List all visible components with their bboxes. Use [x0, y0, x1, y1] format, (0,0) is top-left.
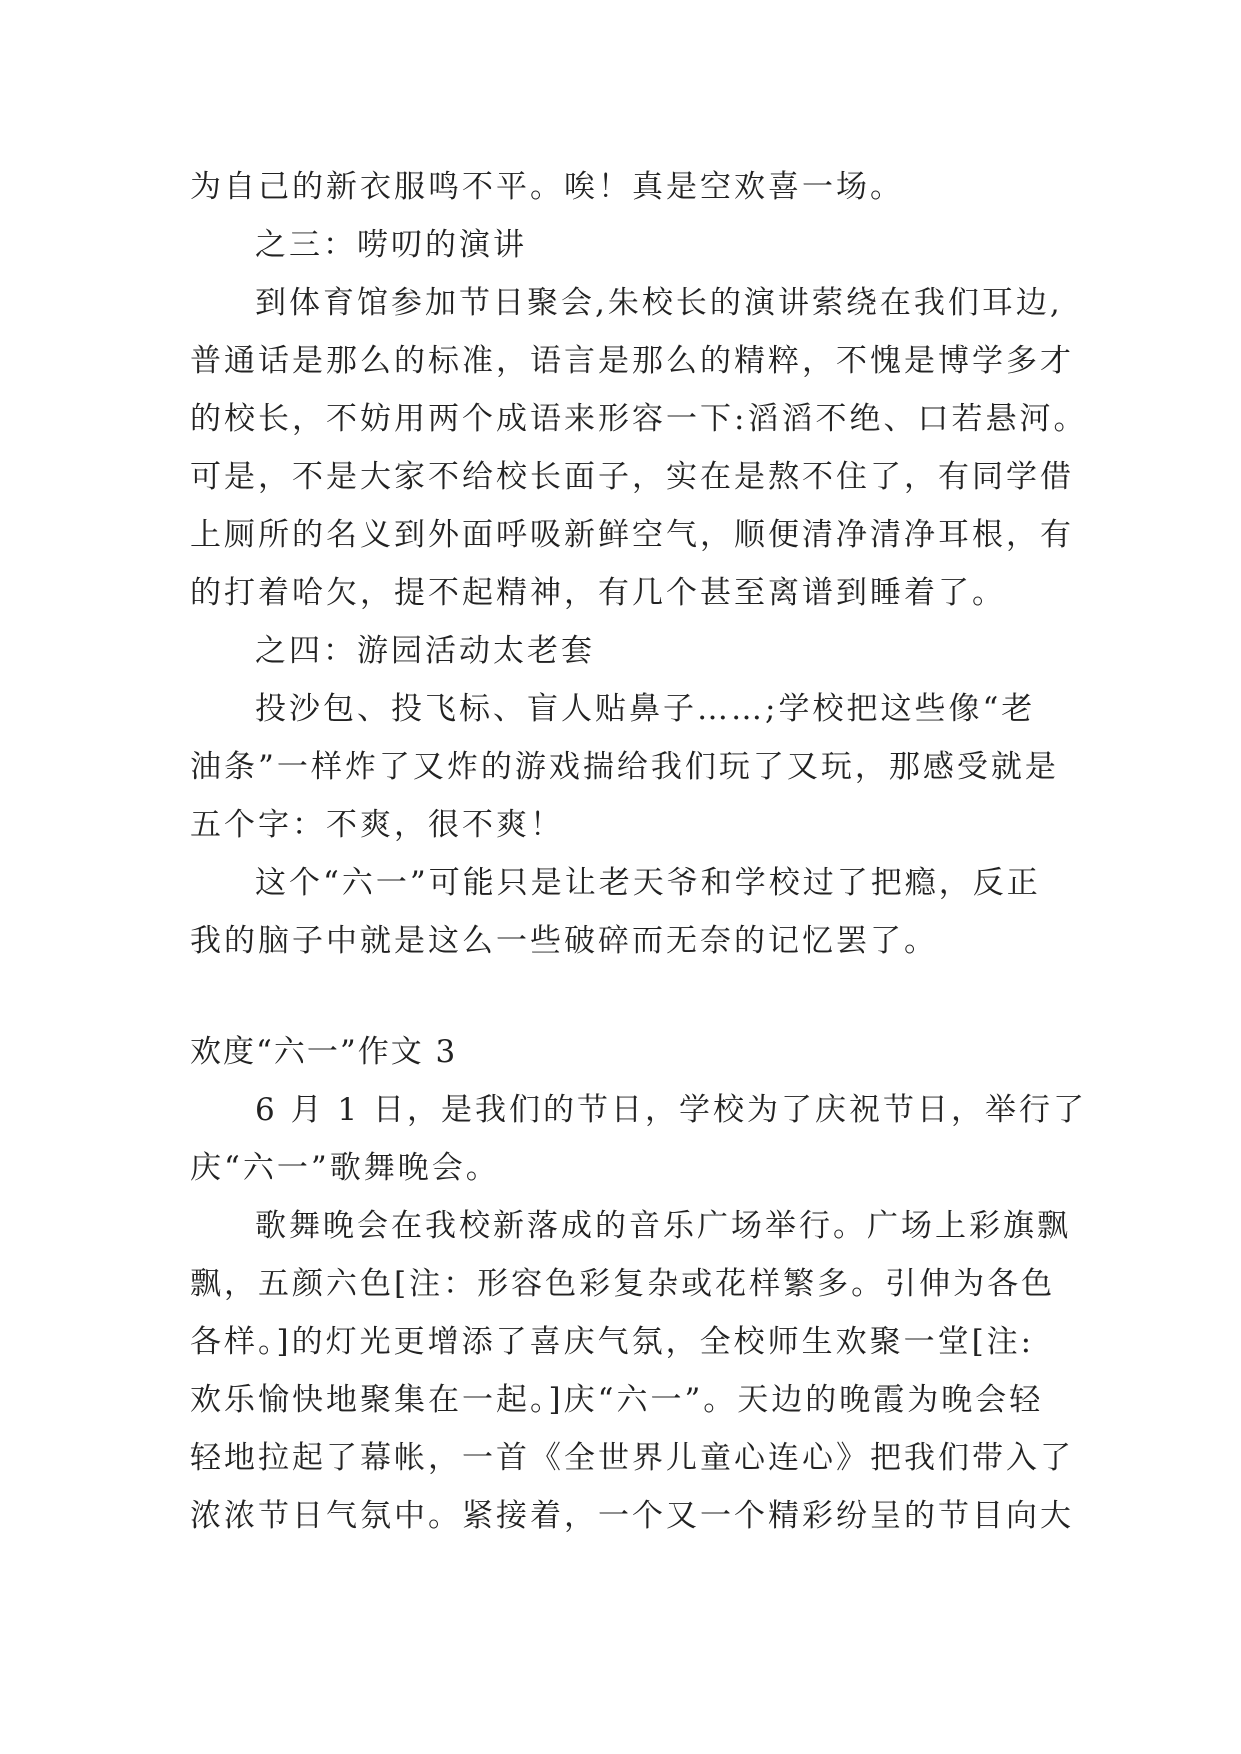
- paragraph-line: 6 月 1 日，是我们的节日，学校为了庆祝节日，举行了: [255, 1092, 1088, 1128]
- paragraph-line: 欢乐愉快地聚集在一起。]庆“六一”。天边的晚霞为晚会轻: [190, 1382, 1044, 1418]
- paragraph-line: 歌舞晚会在我校新落成的音乐广场举行。广场上彩旗飘: [255, 1208, 1071, 1244]
- paragraph-line: 的校长，不妨用两个成语来形容一下:滔滔不绝、口若悬河。: [190, 401, 1088, 437]
- paragraph-line: 投沙包、投飞标、盲人贴鼻子……;学校把这些像“老: [255, 691, 1036, 727]
- paragraph-line: 我的脑子中就是这么一些破碎而无奈的记忆罢了。: [190, 923, 938, 959]
- paragraph-line: 五个字：不爽，很不爽！: [190, 807, 564, 843]
- paragraph-line: 浓浓节日气氛中。紧接着，一个又一个精彩纷呈的节目向大: [190, 1498, 1074, 1534]
- paragraph-line: 到体育馆参加节日聚会,朱校长的演讲萦绕在我们耳边,: [255, 285, 1063, 321]
- section-heading: 之四：游园活动太老套: [255, 633, 595, 669]
- paragraph-line: 的打着哈欠，提不起精神，有几个甚至离谱到睡着了。: [190, 575, 1006, 611]
- paragraph-line: 庆“六一”歌舞晚会。: [190, 1150, 500, 1186]
- section-heading: 之三：唠叨的演讲: [255, 227, 527, 263]
- paragraph-line: 轻地拉起了幕帐，一首《全世界儿童心连心》把我们带入了: [190, 1440, 1074, 1476]
- paragraph-line: 各样。]的灯光更增添了喜庆气氛，全校师生欢聚一堂[注:: [190, 1324, 1035, 1360]
- paragraph-line: 为自己的新衣服鸣不平。唉！真是空欢喜一场。: [190, 169, 904, 205]
- paragraph-line: 飘，五颜六色[注：形容色彩复杂或花样繁多。引伸为各色: [190, 1266, 1056, 1302]
- paragraph-line: 可是，不是大家不给校长面子，实在是熬不住了，有同学借: [190, 459, 1074, 495]
- paragraph-line: 上厕所的名义到外面呼吸新鲜空气，顺便清净清净耳根，有: [190, 517, 1074, 553]
- paragraph-line: 普通话是那么的标准，语言是那么的精粹，不愧是博学多才: [190, 343, 1074, 379]
- paragraph-line: 油条”一样炸了又炸的游戏揣给我们玩了又玩，那感受就是: [190, 749, 1059, 785]
- paragraph-line: 这个“六一”可能只是让老天爷和学校过了把瘾，反正: [255, 865, 1041, 901]
- essay-title: 欢度“六一”作文 3: [190, 1034, 458, 1070]
